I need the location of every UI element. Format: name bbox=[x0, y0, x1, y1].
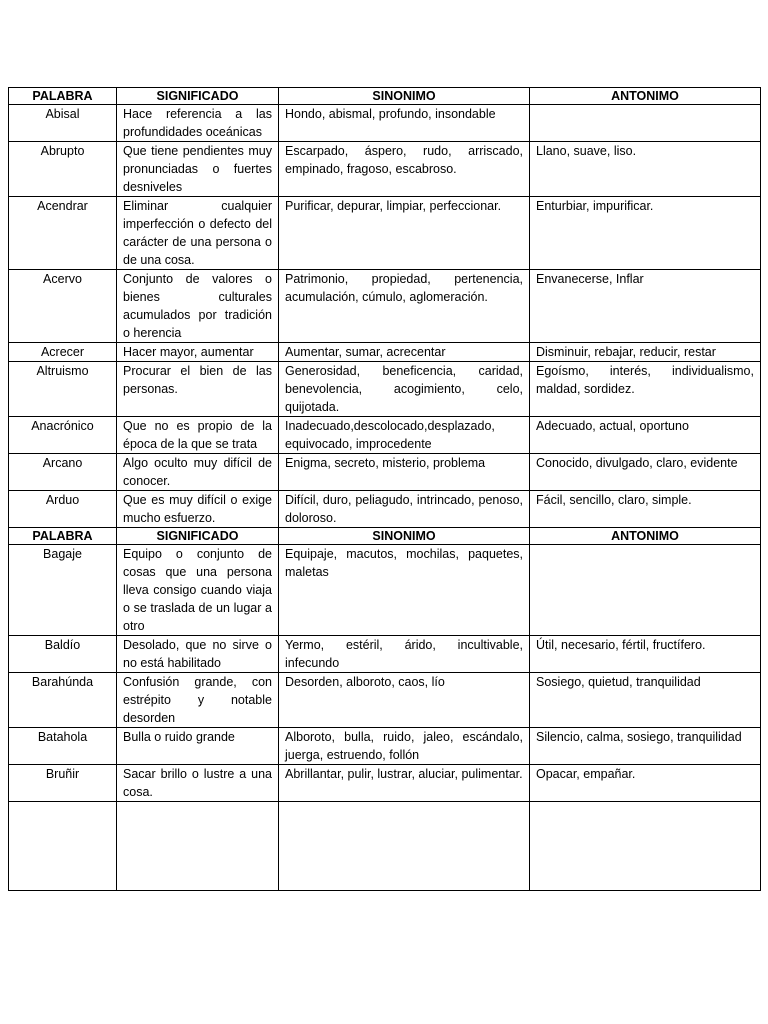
synonyms-cell: Patrimonio, propiedad, pertenencia, acumulación, cúmulo, aglomeración. bbox=[279, 270, 530, 343]
vocabulary-sheet bbox=[8, 87, 760, 891]
synonyms-cell: Difícil, duro, peliagudo, intrincado, penoso, doloroso. bbox=[279, 491, 530, 528]
synonyms-cell: Alboroto, bulla, ruido, jaleo, escándalo, juerga, estruendo, follón bbox=[279, 728, 530, 765]
synonyms-cell: Abrillantar, pulir, lustrar, aluciar, pulimentar. bbox=[279, 765, 530, 802]
meaning-cell: Hacer mayor, aumentar bbox=[117, 343, 279, 362]
synonyms-cell: Purificar, depurar, limpiar, perfeccionar. bbox=[279, 197, 530, 270]
word-cell: Bruñir bbox=[9, 765, 117, 802]
header-antonimo: ANTONIMO bbox=[530, 528, 761, 545]
antonyms-cell: Sosiego, quietud, tranquilidad bbox=[530, 673, 761, 728]
table-row bbox=[9, 454, 761, 491]
table-row bbox=[9, 491, 761, 528]
table-row bbox=[9, 270, 761, 343]
header-antonimo: ANTONIMO bbox=[530, 88, 761, 105]
word-cell: Abisal bbox=[9, 105, 117, 142]
antonyms-cell bbox=[530, 105, 761, 142]
synonyms-cell: Escarpado, áspero, rudo, arriscado, empinado, fragoso, escabroso. bbox=[279, 142, 530, 197]
synonyms-cell: Generosidad, beneficencia, caridad, benevolencia, acogimiento, celo, quijotada. bbox=[279, 362, 530, 417]
header-palabra: PALABRA bbox=[9, 528, 117, 545]
synonyms-cell: Aumentar, sumar, acrecentar bbox=[279, 343, 530, 362]
meaning-cell: Eliminar cualquier imperfección o defecto del carácter de una persona o de una cosa. bbox=[117, 197, 279, 270]
word-cell: Acrecer bbox=[9, 343, 117, 362]
antonyms-cell: Opacar, empañar. bbox=[530, 765, 761, 802]
table-row bbox=[9, 728, 761, 765]
synonyms-cell: Inadecuado,descolocado,desplazado, equivocado, improcedente bbox=[279, 417, 530, 454]
header-palabra: PALABRA bbox=[9, 88, 117, 105]
empty-cell bbox=[279, 802, 530, 891]
antonyms-cell: Adecuado, actual, oportuno bbox=[530, 417, 761, 454]
meaning-cell: Hace referencia a las profundidades oceánicas bbox=[117, 105, 279, 142]
empty-table-row bbox=[9, 802, 761, 891]
table-row bbox=[9, 197, 761, 270]
table-header-row bbox=[9, 528, 761, 545]
word-cell: Abrupto bbox=[9, 142, 117, 197]
synonyms-cell: Desorden, alboroto, caos, lío bbox=[279, 673, 530, 728]
antonyms-cell: Conocido, divulgado, claro, evidente bbox=[530, 454, 761, 491]
header-sinonimo: SINONIMO bbox=[279, 88, 530, 105]
table-row bbox=[9, 343, 761, 362]
table-row bbox=[9, 417, 761, 454]
synonyms-cell: Yermo, estéril, árido, incultivable, infecundo bbox=[279, 636, 530, 673]
antonyms-cell: Útil, necesario, fértil, fructífero. bbox=[530, 636, 761, 673]
meaning-cell: Que no es propio de la época de la que se trata bbox=[117, 417, 279, 454]
word-cell: Acendrar bbox=[9, 197, 117, 270]
meaning-cell: Sacar brillo o lustre a una cosa. bbox=[117, 765, 279, 802]
vocabulary-table bbox=[8, 87, 761, 891]
word-cell: Anacrónico bbox=[9, 417, 117, 454]
antonyms-cell: Envanecerse, Inflar bbox=[530, 270, 761, 343]
table-row bbox=[9, 142, 761, 197]
meaning-cell: Conjunto de valores o bienes culturales acumulados por tradición o herencia bbox=[117, 270, 279, 343]
antonyms-cell: Egoísmo, interés, individualismo, maldad, sordidez. bbox=[530, 362, 761, 417]
word-cell: Altruismo bbox=[9, 362, 117, 417]
empty-cell bbox=[530, 802, 761, 891]
antonyms-cell: Llano, suave, liso. bbox=[530, 142, 761, 197]
antonyms-cell: Silencio, calma, sosiego, tranquilidad bbox=[530, 728, 761, 765]
meaning-cell: Desolado, que no sirve o no está habilitado bbox=[117, 636, 279, 673]
meaning-cell: Que tiene pendientes muy pronunciadas o fuertes desniveles bbox=[117, 142, 279, 197]
word-cell: Barahúnda bbox=[9, 673, 117, 728]
table-row bbox=[9, 545, 761, 636]
header-sinonimo: SINONIMO bbox=[279, 528, 530, 545]
synonyms-cell: Hondo, abismal, profundo, insondable bbox=[279, 105, 530, 142]
word-cell: Acervo bbox=[9, 270, 117, 343]
table-row bbox=[9, 636, 761, 673]
meaning-cell: Confusión grande, con estrépito y notable desorden bbox=[117, 673, 279, 728]
table-row bbox=[9, 673, 761, 728]
antonyms-cell: Fácil, sencillo, claro, simple. bbox=[530, 491, 761, 528]
word-cell: Baldío bbox=[9, 636, 117, 673]
table-row bbox=[9, 105, 761, 142]
empty-cell bbox=[9, 802, 117, 891]
antonyms-cell: Disminuir, rebajar, reducir, restar bbox=[530, 343, 761, 362]
table-row bbox=[9, 362, 761, 417]
antonyms-cell: Enturbiar, impurificar. bbox=[530, 197, 761, 270]
word-cell: Arcano bbox=[9, 454, 117, 491]
empty-cell bbox=[117, 802, 279, 891]
header-significado: SIGNIFICADO bbox=[117, 528, 279, 545]
word-cell: Bagaje bbox=[9, 545, 117, 636]
word-cell: Arduo bbox=[9, 491, 117, 528]
synonyms-cell: Enigma, secreto, misterio, problema bbox=[279, 454, 530, 491]
meaning-cell: Bulla o ruido grande bbox=[117, 728, 279, 765]
table-row bbox=[9, 765, 761, 802]
word-cell: Batahola bbox=[9, 728, 117, 765]
synonyms-cell: Equipaje, macutos, mochilas, paquetes, maletas bbox=[279, 545, 530, 636]
meaning-cell: Que es muy difícil o exige mucho esfuerzo. bbox=[117, 491, 279, 528]
table-header-row bbox=[9, 88, 761, 105]
header-significado: SIGNIFICADO bbox=[117, 88, 279, 105]
meaning-cell: Algo oculto muy difícil de conocer. bbox=[117, 454, 279, 491]
antonyms-cell bbox=[530, 545, 761, 636]
meaning-cell: Equipo o conjunto de cosas que una persona lleva consigo cuando viaja o se traslada de un lugar a otro bbox=[117, 545, 279, 636]
meaning-cell: Procurar el bien de las personas. bbox=[117, 362, 279, 417]
